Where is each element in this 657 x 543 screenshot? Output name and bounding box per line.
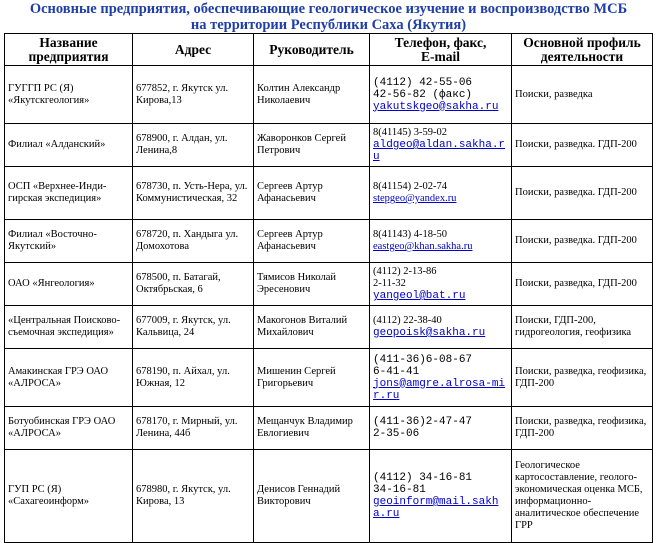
cell-profile: Геологическое картосоставление, геолого-экономическая оценка МСБ, информационно-аналитическое обеспечение ГРР bbox=[512, 450, 653, 543]
phone: 6-41-41 bbox=[373, 365, 420, 378]
header-phone-line2: E-mail bbox=[421, 48, 460, 64]
cell-address: 677852, г. Якутск ул. Кирова,13 bbox=[133, 66, 254, 124]
cell-contacts bbox=[370, 167, 512, 220]
cell-contacts bbox=[370, 220, 512, 263]
cell-address: 678170, г. Мирный, ул. Ленина, 44б bbox=[133, 407, 254, 450]
cell-address: 678500, п. Батагай, Октябрьская, 6 bbox=[133, 263, 254, 306]
table-row bbox=[5, 167, 653, 220]
header-phone bbox=[370, 34, 512, 66]
cell-address: 677009, г. Якутск, ул. Кальвица, 24 bbox=[133, 306, 254, 349]
phone: 8(41143) 4-18-50 bbox=[373, 229, 447, 240]
phone: 2-11-32 bbox=[373, 278, 406, 289]
cell-profile: Поиски, разведка, геофизика, ГДП-200 bbox=[512, 349, 653, 407]
email-link[interactable]: yakutskgeo@sakha.ru bbox=[373, 100, 499, 113]
cell-name: «Центральная Поисково-съемочная экспедиция» bbox=[5, 306, 133, 349]
phone: 2-35-06 bbox=[373, 428, 420, 440]
header-name: Название предприятия bbox=[5, 34, 133, 66]
phone: (4112) 22-38-40 bbox=[373, 315, 442, 326]
email-link[interactable]: geoinform@mail.sakha.ru bbox=[373, 496, 499, 520]
cell-head: Мещанчук Владимир Евлогиевич bbox=[254, 407, 370, 450]
header-profile: Основной профиль деятельности bbox=[512, 34, 653, 66]
table-row bbox=[5, 349, 653, 407]
cell-contacts bbox=[370, 124, 512, 167]
enterprises-table bbox=[4, 33, 653, 543]
cell-name: Филиал «Алданский» bbox=[5, 124, 133, 167]
phone: (4112) 34-16-81 bbox=[373, 472, 473, 484]
cell-name: ГУГГП РС (Я) «Якутскгеология» bbox=[5, 66, 133, 124]
cell-head: Денисов Геннадий Викторович bbox=[254, 450, 370, 543]
table-row bbox=[5, 450, 653, 543]
cell-address: 678720, п. Хандыга ул. Домохотова bbox=[133, 220, 254, 263]
cell-address: 678190, п. Айхал, ул. Южная, 12 bbox=[133, 349, 254, 407]
email-link[interactable]: stepgeo@yandex.ru bbox=[373, 193, 457, 204]
phone: (4112) 42-55-06 bbox=[373, 76, 473, 89]
table-row bbox=[5, 66, 653, 124]
cell-name: Амакинская ГРЭ ОАО «АЛРОСА» bbox=[5, 349, 133, 407]
phone: (4112) 2-13-86 bbox=[373, 266, 437, 277]
phone: 42-56-82 (факс) bbox=[373, 88, 473, 101]
email-link[interactable]: eastgeo@khan.sakha.ru bbox=[373, 241, 473, 252]
table-row bbox=[5, 124, 653, 167]
table-row bbox=[5, 306, 653, 349]
title-line-2: на территории Республики Саха (Якутия) bbox=[190, 17, 467, 33]
cell-name: Ботуобинская ГРЭ ОАО «АЛРОСА» bbox=[5, 407, 133, 450]
cell-profile: Поиски, разведка. ГДП-200 bbox=[512, 124, 653, 167]
phone: (411-36)6-08-67 bbox=[373, 353, 473, 366]
page-title bbox=[0, 0, 657, 32]
table-header-row bbox=[5, 34, 653, 66]
cell-profile: Поиски, разведка, ГДП-200 bbox=[512, 263, 653, 306]
table-row bbox=[5, 263, 653, 306]
cell-name: ОСП «Верхнее-Инди-гирская экспедиция» bbox=[5, 167, 133, 220]
cell-contacts bbox=[370, 306, 512, 349]
table-row bbox=[5, 407, 653, 450]
email-link[interactable]: jons@amgre.alrosa-mir.ru bbox=[373, 377, 506, 402]
cell-contacts bbox=[370, 66, 512, 124]
cell-address: 678730, п. Усть-Нера, ул. Коммунистическая, 32 bbox=[133, 167, 254, 220]
cell-head: Колтин Александр Николаевич bbox=[254, 66, 370, 124]
table-row bbox=[5, 220, 653, 263]
header-phone-line1: Телефон, факс, bbox=[394, 34, 487, 50]
header-head: Руководитель bbox=[254, 34, 370, 66]
header-address: Адрес bbox=[133, 34, 254, 66]
cell-contacts bbox=[370, 450, 512, 543]
phone: 8(41145) 3-59-02 bbox=[373, 127, 447, 138]
cell-name: ГУП РС (Я) «Сахагеоинформ» bbox=[5, 450, 133, 543]
cell-contacts bbox=[370, 263, 512, 306]
email-link[interactable]: aldgeo@aldan.sakha.ru bbox=[373, 139, 506, 163]
email-link[interactable]: geopoisk@sakha.ru bbox=[373, 327, 486, 339]
cell-profile: Поиски, разведка, геофизика, ГДП-200 bbox=[512, 407, 653, 450]
cell-address: 678900, г. Алдан, ул. Ленина,8 bbox=[133, 124, 254, 167]
email-link[interactable]: yangeol@bat.ru bbox=[373, 290, 466, 302]
cell-head: Мишенин Сергей Григорьевич bbox=[254, 349, 370, 407]
cell-head: Жаворонков Сергей Петрович bbox=[254, 124, 370, 167]
cell-head: Сергеев Артур Афанасьевич bbox=[254, 167, 370, 220]
cell-head: Макогонов Виталий Михайлович bbox=[254, 306, 370, 349]
phone: 8(41154) 2-02-74 bbox=[373, 181, 447, 192]
cell-contacts bbox=[370, 349, 512, 407]
cell-address: 678980, г. Якутск, ул. Кирова, 13 bbox=[133, 450, 254, 543]
cell-profile: Поиски, разведка. ГДП-200 bbox=[512, 220, 653, 263]
phone: 34-16-81 bbox=[373, 484, 426, 496]
title-line-1: Основные предприятия, обеспечивающие геологическое изучение и воспроизводство МСБ bbox=[29, 1, 628, 17]
cell-head: Тямисов Николай Эресенович bbox=[254, 263, 370, 306]
cell-profile: Поиски, разведка. ГДП-200 bbox=[512, 167, 653, 220]
cell-profile: Поиски, ГДП-200, гидрогеология, геофизика bbox=[512, 306, 653, 349]
cell-profile: Поиски, разведка bbox=[512, 66, 653, 124]
cell-name: Филиал «Восточно-Якутский» bbox=[5, 220, 133, 263]
cell-head: Сергеев Артур Афанасьевич bbox=[254, 220, 370, 263]
phone: (411-36)2-47-47 bbox=[373, 416, 473, 428]
cell-name: ОАО «Янгеология» bbox=[5, 263, 133, 306]
cell-contacts bbox=[370, 407, 512, 450]
